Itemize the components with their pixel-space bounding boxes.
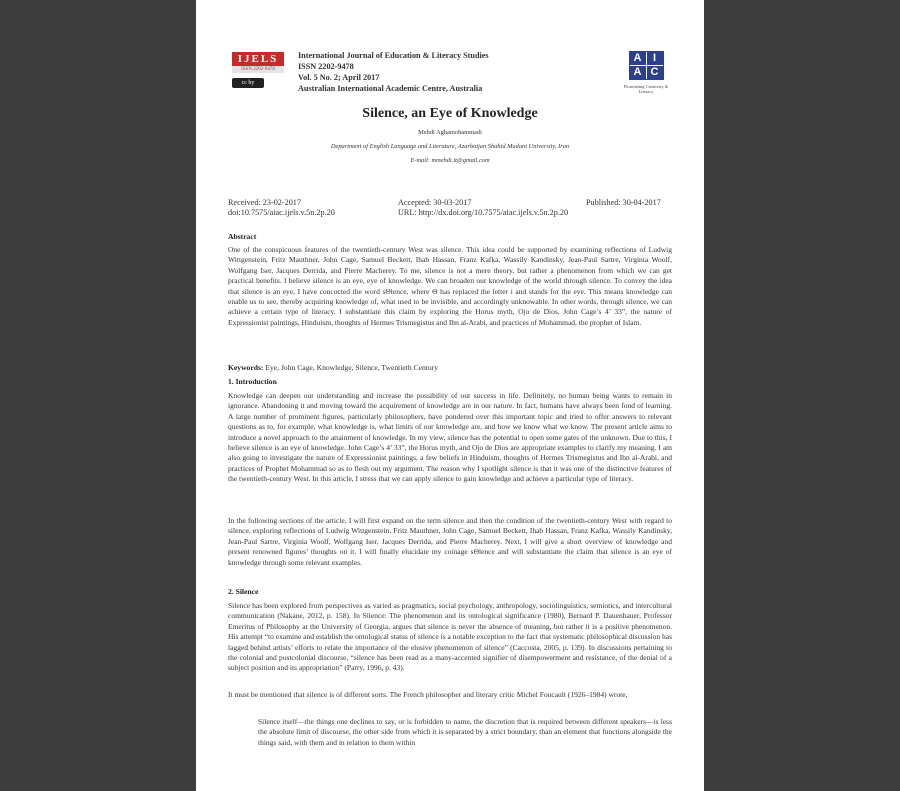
introduction-heading: 1. Introduction <box>228 377 277 386</box>
abstract-heading: Abstract <box>228 232 257 241</box>
foucault-quote: Silence itself—the things one declines to say, or is forbidden to name, the discretion that is required between different speakers—is less the absolute limit of discourse, the other side from which it is separated by a strict boundary, than an element that functions alongside the things said, with them and in relation to them within <box>258 717 672 747</box>
received-date-block: Received: 23-02-2017 doi:10.7575/aiac.ijels.v.5n.2p.20 <box>228 198 335 217</box>
silence-paragraph-1: Silence has been explored from perspectives as varied as pragmatics, social psychology, anthropology, sociolinguistics, semiotics, and intercultural communication (Nakane, 2012, p. 158). In Silence: The phenomenon and its ontological significance (1980), Bernard P. Dauenhauer, Professor Emeritus of Philosophy at the University of Georgia, argues that silence is never the absence of meaning, but rather it is a positive phenomenon. His attempt “to examine and establish the ontological status of silence is a notable exception to the fact that systematic philosophical discussion has lagged behind artists’ efforts to relate the importance of the elusive phenomenon of silence” (Caccosta, 2005, p. 139). In discussions pertaining to the colonial and postcolonial discourse, “silence has been read as a many-accented signifier of disempowerment and resistance, of the denial of a subject position and its appropriation” (Parry, 1996, p. 43). <box>228 601 672 673</box>
doi-text[interactable]: doi:10.7575/aiac.ijels.v.5n.2p.20 <box>228 208 335 217</box>
accepted-date-block: Accepted: 30-03-2017 URL: http://dx.doi.org/10.7575/aiac.ijels.v.5n.2p.20 <box>398 198 569 217</box>
journal-info: International Journal of Education & Literacy Studies ISSN 2202-9478 Vol. 5 No. 2; April 2017 Australian International Academic Centre, Australia <box>298 51 489 93</box>
paper-title: Silence, an Eye of Knowledge <box>362 106 538 121</box>
author-name: Mehdi Aghamohammadi <box>418 129 482 136</box>
intro-paragraph-1: Knowledge can deepen our understanding and increase the possibility of our success in life. Definitely, no human being wants to remain in ignorance. Abandoning it and moving toward the acquirement of knowledge are in our nature. In fact, humans have always been fond of learning. A large number of prominent figures, particularly philosophers, have pondered over this important topic and tried to offer answers to relevant questions as to, for example, what knowledge is, what limits of our knowledge are, and how we know what we know. The present article aims to introduce a novel approach to the attainment of knowledge. In my view, silence has the potential to open some gates of the unknown. Due to this, I believe silence is an eye of knowledge. John Cage’s 4’ 33”, the Horus myth, and Ojo de Dios are appropriate examples to clarify my meaning. I am also going to investigate the nature of Expressionist paintings, a few beliefs in Hinduism, thoughts of Hermes Trismegistus and Ibn al-Arabi, and practices of Prophet Mohammad so as to flesh out my argument. The reason why I spotlight silence is that it was one of the distinctive features of the twentieth-century West. In this article, I stress that we can apply silence to gain knowledge and achieve a particular type of literacy. <box>228 391 672 484</box>
aiac-logo: A I A C Flourishing Creativity & Literacy <box>623 52 669 94</box>
keywords-line: Keywords: Eye, John Cage, Knowledge, Silence, Twentieth Century <box>228 363 439 372</box>
abstract-text: One of the conspicuous features of the twentieth-century West was silence. This idea could be supported by examining reflections of Ludwig Wittgenstein, Fritz Mauthner, John Cage, Samuel Beckett, Ihab Hassan, Franz Kafka, Wassily Kandinsky, Jean-Paul Sartre, Virginia Woolf, Wolfgang Iser, Jacques Derrida, and Pierre Macherey. To me, silence is not a mere theory, but rather a phenomenon from which we can get practical benefits. I believe silence is an eye, eye of knowledge. We can broaden our knowledge of the world through silence. To convey the idea that silence is an eye, I have concocted the word sΘlence, where Θ has replaced the letter i and stands for the eye. This means knowledge can enable us to see, thereby acquiring knowledge of, what used to be invisible, and accordingly unknowable. In other words, through silence, we can achieve a certain type of literacy. I substantiate this claim by exploring the Horus myth, Ojo de Dios, John Cage’s 4’ 33”, the nature of Expressionist paintings, Hinduism, thoughts of Hermes Trismegistus and Ibn al-Arabi, and practices of Mohammad, the prophet of Islam. <box>228 245 672 327</box>
silence-paragraph-2: It must be mentioned that silence is of different sorts. The French philosopher and literary critic Michel Foucault (1926–1984) wrote, <box>228 690 628 699</box>
author-email: E-mail: mmehdi.it@gmail.com <box>410 157 490 164</box>
journal-header <box>232 48 672 108</box>
url-link[interactable]: URL: http://dx.doi.org/10.7575/aiac.ijels.v.5n.2p.20 <box>398 208 569 217</box>
ijels-logo: IJELS ISSN 2202-9478 <box>232 52 284 86</box>
silence-heading: 2. Silence <box>228 587 259 596</box>
cc-license-icon: cc by <box>232 78 264 88</box>
paper-page <box>196 0 704 791</box>
intro-paragraph-2: In the following sections of the article, I will first expand on the term silence and then the condition of the twentieth-century West with regard to silence, exploring reflections of Ludwig Wittgenstein, Fritz Mauthner, John Cage, Samuel Beckett, Ihab Hassan, Franz Kafka, Wassily Kandinsky, Jean-Paul Sartre, Virginia Woolf, Wolfgang Iser, Jacques Derrida, and Pierre Macherey. Next, I will give a short overview of knowledge and present renowned figures’ thoughts on it. I will finally elucidate my coinage sΘlence and will substantiate the claim that silence is an eye of knowledge through some relevant examples. <box>228 516 672 567</box>
author-affiliation: Department of English Language and Literature, Azarbaijan Shahid Madani University, Iran <box>330 143 570 150</box>
published-date: Published: 30-04-2017 <box>586 198 661 207</box>
